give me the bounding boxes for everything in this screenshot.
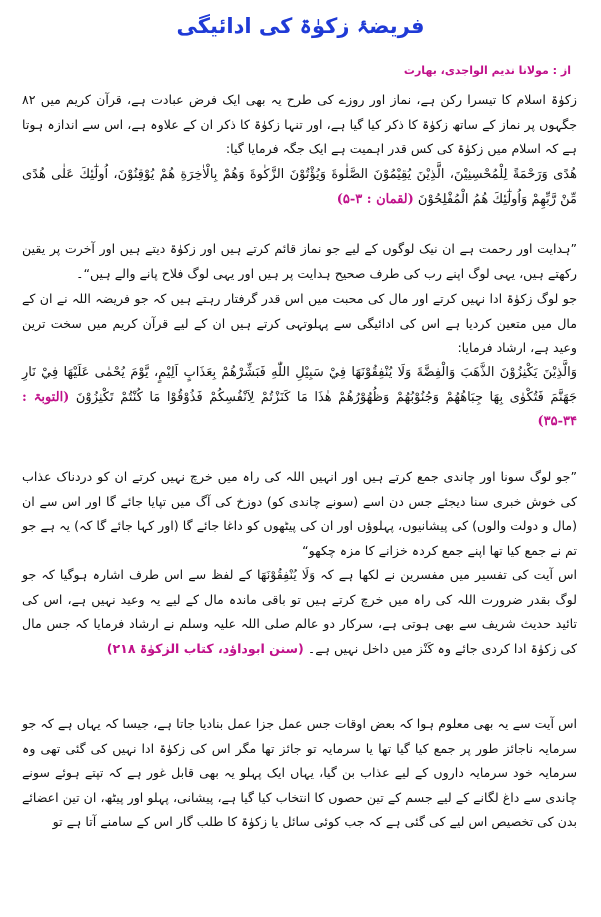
translation-luqman-text: ”ہدایت اور رحمت ہے ان نیک لوگوں کے لیے جو نماز قائم کرتے ہیں اور زکوٰۃ دیتے ہیں اور آخرت پر یقین رکھتے ہیں، یہی لوگ اپنے رب کی طرف صحیح ہدایت پر ہیں اور یہی لوگ فلاح پانے والے ہیں“۔ xyxy=(22,241,577,281)
translation-tawbah-text: ”جو لوگ سونا اور چاندی جمع کرتے ہیں اور انہیں اللہ کی راہ میں خرچ نہیں کرتے ان کو دردناک عذاب کی خوش خبری سنا دیجئے جس دن اسے (سونے چاندی کو) دوزخ کی آگ میں تپایا جائے گا اور اس سے ان (مال و دولت والوں) کی پیشانیوں، پہلوؤں اور ان کی پیٹھوں کو داغا جائے گا (اور کہا جائے گا کہ) یہ ہے جو تم نے جمع کیا تھا اپنے جمع کردہ خزانے کا مزہ چکھو“ xyxy=(22,469,577,558)
lesson-paragraph xyxy=(22,712,577,835)
tafsir-paragraph xyxy=(22,563,577,661)
reference-luqman: (لقمان : ۳-۵) xyxy=(336,191,414,207)
translation-luqman xyxy=(22,237,577,286)
verse-tawbah xyxy=(22,361,577,435)
intro-text: زکوٰۃ اسلام کا تیسرا رکن ہے، نماز اور روزے کی طرح یہ بھی ایک فرض عبادت ہے، قرآن کریم میں ۸۲ جگہوں پر نماز کے ساتھ زکوٰۃ کا ذکر کیا گیا ہے، اور تنہا زکوٰۃ کا ذکر ان کے علاوہ ہے، اس سے اندازہ ہوتا ہے کہ اسلام میں زکوٰۃ کی کس قدر اہمیت ہے ایک جگہ فرمایا گیا: xyxy=(22,92,577,156)
article-title: فریضۂ زکوٰۃ کی ادائیگی xyxy=(176,14,425,38)
zakat-neglect-text: جو لوگ زکوٰۃ ادا نہیں کرتے اور مال کی محبت میں اس قدر گرفتار رہتے ہیں کہ جو فریضہ اللہ نے ان کے مال میں متعین کردیا ہے اس کی ادائیگی سے پہلوتہی کرتے ہیں ان کے لیے قرآن کریم میں سخت ترین وعید ہے، ارشاد فرمایا: xyxy=(22,291,577,355)
verse-luqman xyxy=(22,163,577,212)
reference-tawbah: (التوبۃ : ۳۴-۳۵) xyxy=(22,389,577,429)
lesson-text: اس آیت سے یہ بھی معلوم ہوا کہ بعض اوقات جس عمل جزا عمل بنادیا جاتا ہے، جیسا کہ یہاں ہے کہ جو سرمایہ ناجائز طور پر جمع کیا گیا تھا یا سرمایہ تو جائز تھا مگر اس کی زکوٰۃ ادا نہیں کی گئی تھی وہ سرمایہ خود سرمایہ داروں کے لیے عذاب بن گیا، یہاں ایک پہلو یہ بھی قابل غور ہے کہ تپتے ہوئے سونے چاندی سے داغ لگانے کے لیے جسم کے تین حصوں کا انتخاب کیا گیا ہے، پیشانی، پہلو اور پیٹھ، ان تین اعضائے بدن کی تخصیص اس لیے کی گئی ہے کہ جب کوئی سائل یا زکوٰۃ کا طلب گار اس کے سامنے آتا ہے تو xyxy=(22,716,577,829)
intro-paragraph xyxy=(22,88,577,162)
zakat-neglect-paragraph xyxy=(22,287,577,361)
reference-abu-dawud: (سنن ابوداؤد، کتاب الزکوٰۃ ۲۱۸) xyxy=(106,640,304,656)
verse-tawbah-text: وَالَّذِيْنَ يَكْنِزُوْنَ الذَّهَبَ وَالْفِضَّةَ وَلَا يُنْفِقُوْنَهَا فِيْ سَبِيْلِ اللّٰهِ فَبَشِّرْهُمْ بِعَذَابٍ اَلِيْمٍ، يَّوْمَ يُحْمٰى عَلَيْهَا فِيْ نَارِ جَهَنَّمَ فَتُكْوٰى بِهَا جِبَاهُهُمْ وَجُنُوْبُهُمْ وَظُهُوْرُهُمْ هٰذَا مَا كَنَزْتُمْ لِاَنْفُسِكُمْ فَذُوْقُوْا مَا كُنْتُمْ تَكْنِزُوْنَ xyxy=(22,365,577,405)
verse-luqman-text: هُدًى وَرَحْمَةً لِلْمُحْسِنِيْنَ، الَّذِيْنَ يُقِيْمُوْنَ الصَّلٰوةَ وَيُؤْتُوْنَ الزَّكٰوةَ وَهُمْ بِالْاٰخِرَةِ هُمْ يُوْقِنُوْنَ، اُولٰٓئِكَ عَلٰى هُدًى مِّنْ رَّبِّهِمْ وَاُولٰٓئِكَ هُمُ الْمُفْلِحُوْنَ xyxy=(22,167,577,207)
translation-tawbah xyxy=(22,465,577,563)
author-line: از : مولانا ندیم الواجدی، بھارت xyxy=(403,64,571,77)
tafsir-text: اس آیت کی تفسیر میں مفسرین نے لکھا ہے کہ وَلَا يُنْفِقُوْنَهَا کے لفظ سے اس طرف اشارہ ہوگیا کہ جو لوگ بقدر ضرورت اللہ کی راہ میں خرچ کرتے ہیں تو باقی ماندہ مال کے لیے یہ وعید نہیں ہے، اس کی تائید حدیث شریف سے بھی ہوتی ہے، سرکار دو عالم صلی اللہ علیہ وسلم نے ارشاد فرمایا کہ جس مال کی زکوٰۃ ادا کردی جائے وہ كَنْز میں داخل نہیں ہے۔ xyxy=(22,567,577,656)
